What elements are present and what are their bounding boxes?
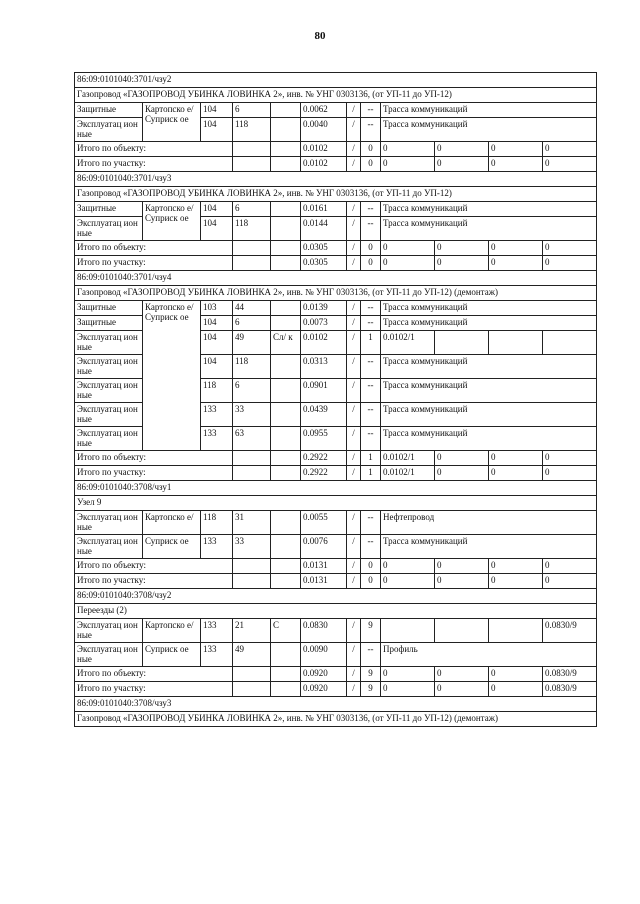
zone-type: Эксплуатац ионные [75, 535, 143, 559]
section-number: 6 [233, 316, 271, 331]
data-row [75, 103, 597, 118]
section-header-row [75, 172, 597, 187]
empty-cell [233, 574, 271, 589]
empty-cell [233, 466, 271, 481]
land-category: Картопско е/ [143, 619, 201, 643]
zone-type: Эксплуатац ионные [75, 331, 143, 355]
section-header-row [75, 481, 597, 496]
area-value: 0.0439 [301, 403, 347, 427]
stock-value: -- [361, 103, 381, 118]
total-volume: 0 [435, 466, 489, 481]
object-name: Узел 9 [75, 496, 597, 511]
empty-cell [271, 157, 301, 172]
forest-type [271, 511, 301, 535]
total-label: Итого по объекту: [75, 559, 233, 574]
forest-type [271, 316, 301, 331]
total-label: Итого по участку: [75, 157, 233, 172]
land-category: Картопско е/ Суприск ое [143, 301, 201, 451]
area-value: 0.0055 [301, 511, 347, 535]
purpose-note: Трасса коммуникаций [381, 427, 597, 451]
stock-value: -- [361, 217, 381, 241]
area-value: 0.0040 [301, 118, 347, 142]
total-stock: 0 [361, 241, 381, 256]
stock-value: 9 [361, 619, 381, 643]
separator: / [347, 535, 361, 559]
separator: / [347, 202, 361, 217]
total-volume: 0 [543, 157, 597, 172]
separator: / [347, 427, 361, 451]
total-volume: 0 [381, 559, 435, 574]
stock-value: -- [361, 202, 381, 217]
empty-cell [271, 466, 301, 481]
total-stock: 9 [361, 682, 381, 697]
total-stock: 0 [361, 574, 381, 589]
purpose-note: Трасса коммуникаций [381, 535, 597, 559]
total-label: Итого по участку: [75, 682, 233, 697]
object-name: Газопровод «ГАЗОПРОВОД УБИНКА ЛОВИНКА 2», инв. № УНГ 0303136, (от УП-11 до УП-12) (демонтаж) [75, 712, 597, 727]
quarter-number: 133 [201, 535, 233, 559]
section-number: 49 [233, 331, 271, 355]
quarter-number: 104 [201, 217, 233, 241]
zone-type: Эксплуатац ионные [75, 511, 143, 535]
total-volume: 0 [381, 157, 435, 172]
land-category: Суприск ое [143, 643, 201, 667]
section-number: 118 [233, 355, 271, 379]
total-volume: 0 [489, 157, 543, 172]
total-volume: 0 [543, 559, 597, 574]
total-volume: 0 [381, 574, 435, 589]
empty-cell [233, 667, 271, 682]
total-volume: 0 [489, 256, 543, 271]
total-area: 0.0102 [301, 142, 347, 157]
data-row [75, 202, 597, 217]
object-name: Газопровод «ГАЗОПРОВОД УБИНКА ЛОВИНКА 2», инв. № УНГ 0303136, (от УП-11 до УП-12) [75, 88, 597, 103]
section-number: 21 [233, 619, 271, 643]
empty-cell [233, 256, 271, 271]
total-volume: 0 [543, 574, 597, 589]
section-number: 49 [233, 643, 271, 667]
separator: / [347, 316, 361, 331]
forest-type [271, 217, 301, 241]
area-value: 0.0076 [301, 535, 347, 559]
total-volume: 0.0102/1 [381, 466, 435, 481]
area-value: 0.0062 [301, 103, 347, 118]
empty-cell [233, 241, 271, 256]
separator: / [347, 256, 361, 271]
object-row [75, 88, 597, 103]
separator: / [347, 157, 361, 172]
separator: / [347, 142, 361, 157]
forest-type [271, 379, 301, 403]
area-value: 0.0073 [301, 316, 347, 331]
total-area: 0.0920 [301, 667, 347, 682]
stock-value: -- [361, 511, 381, 535]
total-label: Итого по объекту: [75, 667, 233, 682]
total-volume: 0 [489, 574, 543, 589]
land-category: Картопско е/ Суприск ое [143, 103, 201, 142]
total-area: 0.2922 [301, 451, 347, 466]
total-parcel-row [75, 466, 597, 481]
forest-type [271, 535, 301, 559]
stock-value: -- [361, 379, 381, 403]
separator: / [347, 559, 361, 574]
section-number: 118 [233, 217, 271, 241]
total-volume: 0 [543, 241, 597, 256]
zone-type: Защитные [75, 103, 143, 118]
cadastral-number: 86:09:0101040:3701/чзу3 [75, 172, 597, 187]
forest-type [271, 403, 301, 427]
total-volume: 0 [435, 256, 489, 271]
purpose-note: Трасса коммуникаций [381, 118, 597, 142]
cadastral-number: 86:09:0101040:3701/чзу4 [75, 271, 597, 286]
purpose-note: Трасса коммуникаций [381, 301, 597, 316]
volume-cell [381, 619, 435, 643]
total-volume: 0 [543, 256, 597, 271]
purpose-note: Нефтепровод [381, 511, 597, 535]
forest-type: С [271, 619, 301, 643]
quarter-number: 133 [201, 643, 233, 667]
empty-cell [233, 559, 271, 574]
volume-cell [489, 619, 543, 643]
total-area: 0.0102 [301, 157, 347, 172]
area-value: 0.0313 [301, 355, 347, 379]
total-volume: 0 [435, 157, 489, 172]
total-volume: 0 [381, 256, 435, 271]
total-volume: 0.0830/9 [543, 682, 597, 697]
zone-type: Защитные [75, 301, 143, 316]
volume-cell: 0.0830/9 [543, 619, 597, 643]
section-number: 44 [233, 301, 271, 316]
total-volume: 0 [435, 574, 489, 589]
section-number: 33 [233, 535, 271, 559]
purpose-note: Трасса коммуникаций [381, 403, 597, 427]
section-header-row [75, 271, 597, 286]
total-volume: 0 [435, 142, 489, 157]
zone-type: Эксплуатац ионные [75, 355, 143, 379]
page-number: 80 [314, 30, 326, 42]
cadastral-number: 86:09:0101040:3701/чзу2 [75, 73, 597, 88]
cadastral-number: 86:09:0101040:3708/чзу3 [75, 697, 597, 712]
total-volume: 0 [435, 682, 489, 697]
area-value: 0.0144 [301, 217, 347, 241]
object-name: Газопровод «ГАЗОПРОВОД УБИНКА ЛОВИНКА 2», инв. № УНГ 0303136, (от УП-11 до УП-12) [75, 187, 597, 202]
purpose-note: Трасса коммуникаций [381, 355, 597, 379]
section-number: 6 [233, 103, 271, 118]
data-row [75, 619, 597, 643]
quarter-number: 103 [201, 301, 233, 316]
total-volume: 0 [381, 667, 435, 682]
area-value: 0.0102 [301, 331, 347, 355]
object-row [75, 496, 597, 511]
total-area: 0.0131 [301, 559, 347, 574]
empty-cell [271, 142, 301, 157]
separator: / [347, 331, 361, 355]
stock-value: -- [361, 301, 381, 316]
separator: / [347, 217, 361, 241]
separator: / [347, 682, 361, 697]
stock-value: -- [361, 643, 381, 667]
quarter-number: 133 [201, 427, 233, 451]
separator: / [347, 511, 361, 535]
purpose-note: Профиль [381, 643, 597, 667]
total-stock: 0 [361, 142, 381, 157]
separator: / [347, 643, 361, 667]
total-object-row [75, 451, 597, 466]
section-header-row [75, 73, 597, 88]
object-row [75, 712, 597, 727]
data-row [75, 643, 597, 667]
separator: / [347, 403, 361, 427]
stock-value: -- [361, 427, 381, 451]
forest-type: Сл/ к [271, 331, 301, 355]
object-row [75, 187, 597, 202]
quarter-number: 133 [201, 403, 233, 427]
area-value: 0.0139 [301, 301, 347, 316]
total-object-row [75, 241, 597, 256]
total-volume: 0 [435, 241, 489, 256]
zone-type: Эксплуатац ионные [75, 118, 143, 142]
object-row [75, 286, 597, 301]
object-name: Газопровод «ГАЗОПРОВОД УБИНКА ЛОВИНКА 2», инв. № УНГ 0303136, (от УП-11 до УП-12) (демонтаж) [75, 286, 597, 301]
stock-value: 1 [361, 331, 381, 355]
purpose-note: Трасса коммуникаций [381, 217, 597, 241]
section-number: 6 [233, 379, 271, 403]
purpose-note: Трасса коммуникаций [381, 103, 597, 118]
zone-type: Эксплуатац ионные [75, 379, 143, 403]
total-volume: 0 [381, 241, 435, 256]
total-stock: 1 [361, 451, 381, 466]
volume-cell: 0.0102/1 [381, 331, 435, 355]
total-stock: 0 [361, 157, 381, 172]
total-volume: 0 [489, 466, 543, 481]
forest-type [271, 301, 301, 316]
quarter-number: 104 [201, 118, 233, 142]
empty-cell [233, 157, 271, 172]
empty-cell [271, 241, 301, 256]
quarter-number: 104 [201, 316, 233, 331]
section-number: 6 [233, 202, 271, 217]
stock-value: -- [361, 535, 381, 559]
zone-type: Эксплуатац ионные [75, 403, 143, 427]
separator: / [347, 301, 361, 316]
total-label: Итого по участку: [75, 574, 233, 589]
total-object-row [75, 667, 597, 682]
empty-cell [271, 451, 301, 466]
total-volume: 0 [381, 682, 435, 697]
total-label: Итого по объекту: [75, 451, 233, 466]
separator: / [347, 667, 361, 682]
section-number: 33 [233, 403, 271, 427]
area-value: 0.0161 [301, 202, 347, 217]
total-area: 0.0305 [301, 241, 347, 256]
zone-type: Защитные [75, 316, 143, 331]
total-parcel-row [75, 574, 597, 589]
land-plot-table [74, 72, 597, 727]
total-volume: 0 [543, 466, 597, 481]
empty-cell [233, 451, 271, 466]
zone-type: Эксплуатац ионные [75, 427, 143, 451]
quarter-number: 118 [201, 511, 233, 535]
purpose-note: Трасса коммуникаций [381, 379, 597, 403]
total-volume: 0 [489, 142, 543, 157]
stock-value: -- [361, 118, 381, 142]
total-label: Итого по объекту: [75, 241, 233, 256]
land-category: Картопско е/ Суприск ое [143, 202, 201, 241]
data-row [75, 511, 597, 535]
total-volume: 0 [489, 451, 543, 466]
stock-value: -- [361, 355, 381, 379]
separator: / [347, 355, 361, 379]
total-parcel-row [75, 682, 597, 697]
zone-type: Эксплуатац ионные [75, 619, 143, 643]
forest-type [271, 427, 301, 451]
empty-cell [271, 667, 301, 682]
total-volume: 0 [381, 142, 435, 157]
cadastral-number: 86:09:0101040:3708/чзу1 [75, 481, 597, 496]
area-value: 0.0955 [301, 427, 347, 451]
total-stock: 0 [361, 559, 381, 574]
object-row [75, 604, 597, 619]
stock-value: -- [361, 316, 381, 331]
total-volume: 0 [435, 559, 489, 574]
section-number: 118 [233, 118, 271, 142]
area-value: 0.0090 [301, 643, 347, 667]
total-volume: 0.0830/9 [543, 667, 597, 682]
total-area: 0.0920 [301, 682, 347, 697]
total-area: 0.2922 [301, 466, 347, 481]
separator: / [347, 574, 361, 589]
cadastral-number: 86:09:0101040:3708/чзу2 [75, 589, 597, 604]
total-volume: 0 [489, 559, 543, 574]
quarter-number: 104 [201, 202, 233, 217]
total-stock: 0 [361, 256, 381, 271]
volume-cell [543, 331, 597, 355]
empty-cell [271, 574, 301, 589]
forest-type [271, 202, 301, 217]
object-name: Переезды (2) [75, 604, 597, 619]
area-value: 0.0830 [301, 619, 347, 643]
total-stock: 9 [361, 667, 381, 682]
separator: / [347, 241, 361, 256]
quarter-number: 104 [201, 355, 233, 379]
total-volume: 0 [489, 241, 543, 256]
empty-cell [233, 682, 271, 697]
zone-type: Защитные [75, 202, 143, 217]
volume-cell [435, 331, 489, 355]
empty-cell [271, 682, 301, 697]
volume-cell [435, 619, 489, 643]
quarter-number: 118 [201, 379, 233, 403]
section-header-row [75, 697, 597, 712]
data-row [75, 535, 597, 559]
separator: / [347, 103, 361, 118]
quarter-number: 133 [201, 619, 233, 643]
area-value: 0.0901 [301, 379, 347, 403]
forest-type [271, 103, 301, 118]
total-volume: 0 [489, 667, 543, 682]
forest-type [271, 355, 301, 379]
purpose-note: Трасса коммуникаций [381, 202, 597, 217]
separator: / [347, 619, 361, 643]
total-volume: 0 [435, 451, 489, 466]
empty-cell [233, 142, 271, 157]
forest-type [271, 643, 301, 667]
quarter-number: 104 [201, 331, 233, 355]
total-label: Итого по участку: [75, 256, 233, 271]
zone-type: Эксплуатац ионные [75, 217, 143, 241]
total-volume: 0 [489, 682, 543, 697]
total-volume: 0 [543, 142, 597, 157]
empty-cell [271, 559, 301, 574]
total-parcel-row [75, 157, 597, 172]
separator: / [347, 118, 361, 142]
section-header-row [75, 589, 597, 604]
zone-type: Эксплуатац ионные [75, 643, 143, 667]
separator: / [347, 451, 361, 466]
total-object-row [75, 142, 597, 157]
empty-cell [271, 256, 301, 271]
total-object-row [75, 559, 597, 574]
section-number: 31 [233, 511, 271, 535]
total-volume: 0 [543, 451, 597, 466]
volume-cell [489, 331, 543, 355]
purpose-note: Трасса коммуникаций [381, 316, 597, 331]
total-label: Итого по объекту: [75, 142, 233, 157]
total-stock: 1 [361, 466, 381, 481]
total-area: 0.0131 [301, 574, 347, 589]
section-number: 63 [233, 427, 271, 451]
total-parcel-row [75, 256, 597, 271]
separator: / [347, 379, 361, 403]
stock-value: -- [361, 403, 381, 427]
quarter-number: 104 [201, 103, 233, 118]
total-area: 0.0305 [301, 256, 347, 271]
land-category: Картопско е/ [143, 511, 201, 535]
total-label: Итого по участку: [75, 466, 233, 481]
forest-type [271, 118, 301, 142]
data-row [75, 301, 597, 316]
separator: / [347, 466, 361, 481]
total-volume: 0 [435, 667, 489, 682]
total-volume: 0.0102/1 [381, 451, 435, 466]
land-category: Суприск ое [143, 535, 201, 559]
